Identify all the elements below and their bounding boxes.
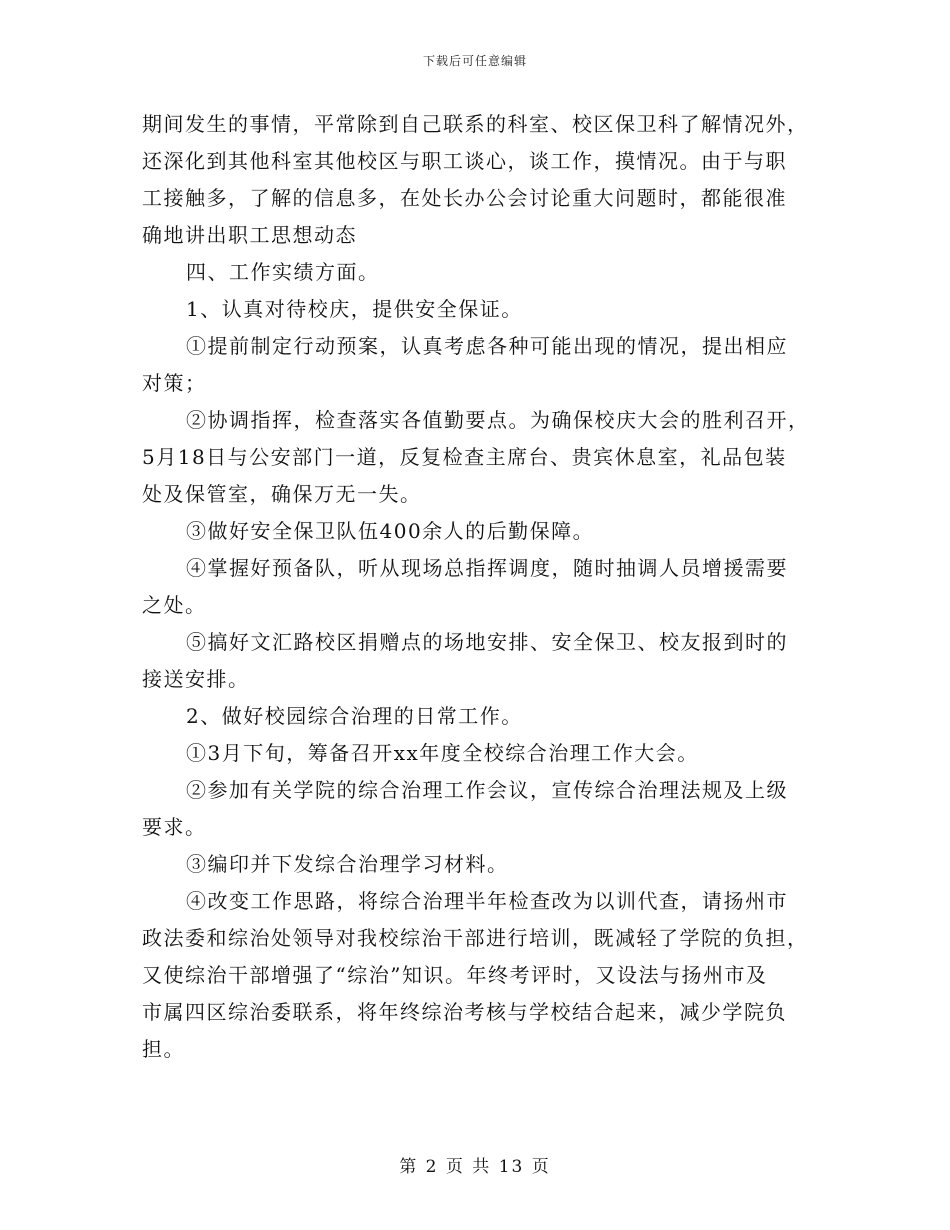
section-heading: 四、工作实绩方面。 (186, 260, 380, 284)
body-line: 5月18日与公安部门一道，反复检查主席台、贵宾休息室，礼品包装 (142, 445, 787, 469)
document-body (142, 106, 808, 1068)
subsection-heading: 2、做好校园综合治理的日常工作。 (186, 704, 523, 728)
page-number: 第 2 页 共 13 页 (399, 1157, 551, 1177)
body-line: 工接触多，了解的信息多，在处长办公会讨论重大问题时，都能很准 (142, 186, 787, 210)
body-line: 期间发生的事情，平常除到自己联系的科室、校区保卫科了解情况外， (142, 112, 809, 136)
body-line: ③做好安全保卫队伍400余人的后勤保障。 (186, 519, 595, 543)
body-line: ②协调指挥，检查落实各值勤要点。为确保校庆大会的胜利召开， (186, 408, 810, 432)
body-line: 又使综治干部增强了“综治”知识。年终考评时，又设法与扬州市及 (142, 963, 768, 987)
body-line: ②参加有关学院的综合治理工作会议，宣传综合治理法规及上级 (186, 778, 788, 802)
body-line: 对策； (142, 371, 207, 395)
body-line: ①提前制定行动预案，认真考虑各种可能出现的情况，提出相应 (186, 334, 788, 358)
body-line: ④掌握好预备队，听从现场总指挥调度，随时抽调人员增援需要 (186, 556, 788, 580)
body-line: ①3月下旬，筹备召开xx年度全校综合治理工作大会。 (186, 741, 699, 765)
body-line: 还深化到其他科室其他校区与职工谈心，谈工作，摸情况。由于与职 (142, 149, 787, 173)
body-line: 要求。 (142, 815, 207, 839)
body-line: ⑤搞好文汇路校区捐赠点的场地安排、安全保卫、校友报到时的 (186, 630, 788, 654)
body-line: ③编印并下发综合治理学习材料。 (186, 852, 509, 876)
body-line: 政法委和综治处领导对我校综治干部进行培训，既减轻了学院的负担， (142, 926, 809, 950)
body-line: 确地讲出职工思想动态 (142, 223, 357, 247)
page-header: 下载后可任意编辑 (422, 54, 527, 68)
body-line: 担。 (142, 1037, 185, 1061)
body-line: ④改变工作思路，将综合治理半年检查改为以训代查，请扬州市 (186, 889, 788, 913)
subsection-heading: 1、认真对待校庆，提供安全保证。 (186, 297, 523, 321)
body-line: 市属四区综治委联系，将年终综治考核与学校结合起来，减少学院负 (142, 1000, 787, 1024)
body-line: 处及保管室，确保万无一失。 (142, 482, 422, 506)
body-line: 之处。 (142, 593, 207, 617)
body-line: 接送安排。 (142, 667, 250, 691)
